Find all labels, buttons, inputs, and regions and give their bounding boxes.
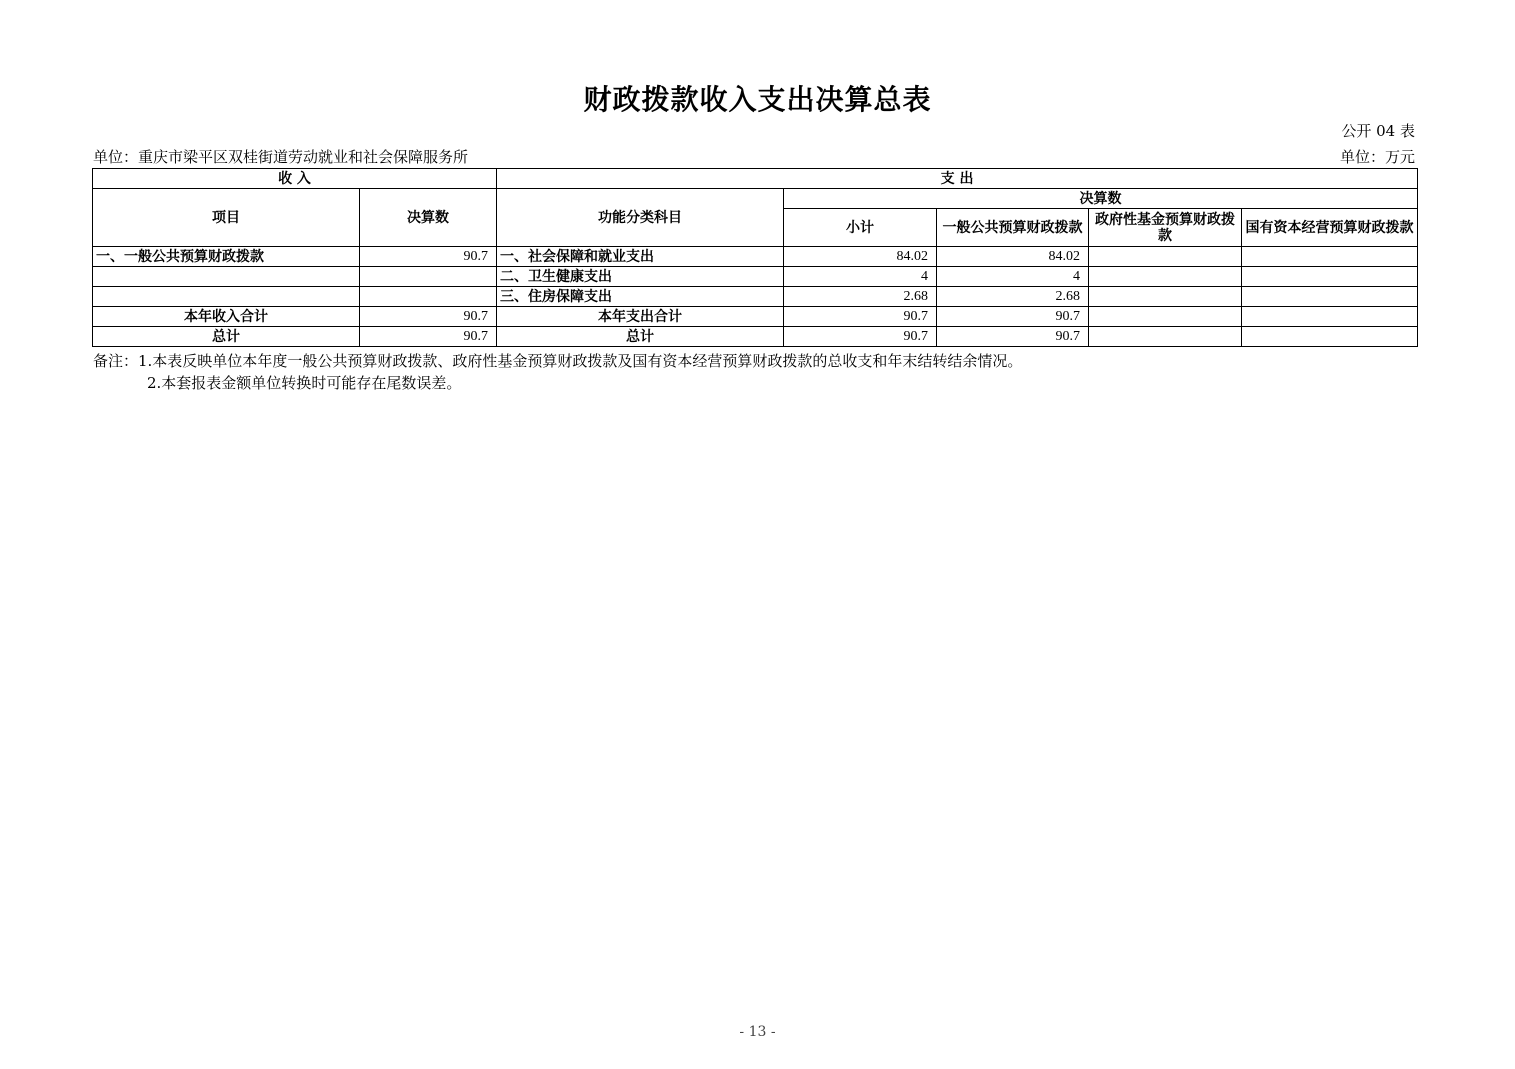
- stateowned-cell: [1242, 267, 1418, 287]
- general-cell: 2.68: [937, 287, 1089, 307]
- form-number: 公开 04 表: [1341, 122, 1415, 140]
- income-item: 一、一般公共预算财政拨款: [93, 247, 360, 267]
- unit-organization: 单位：重庆市梁平区双桂街道劳动就业和社会保障服务所: [93, 148, 469, 166]
- func-class-header: 功能分类科目: [497, 189, 784, 247]
- stateowned-cell: [1242, 247, 1418, 267]
- income-item: 总计: [93, 327, 360, 347]
- govfund-cell: [1089, 287, 1242, 307]
- income-amount: 90.7: [360, 327, 497, 347]
- general-cell: 90.7: [937, 327, 1089, 347]
- govfund-cell: [1089, 307, 1242, 327]
- govfund-cell: [1089, 327, 1242, 347]
- stateowned-cell: [1242, 327, 1418, 347]
- page-title: 财政拨款收入支出决算总表: [583, 83, 932, 116]
- income-amount: 90.7: [360, 247, 497, 267]
- table-row: [93, 307, 1418, 327]
- page-number: - 13 -: [739, 1024, 776, 1040]
- general-cell: 84.02: [937, 247, 1089, 267]
- note-line-2: 2.本套报表金额单位转换时可能存在尾数误差。: [147, 374, 462, 392]
- income-amount: 90.7: [360, 307, 497, 327]
- expense-header: 支 出: [497, 169, 1418, 189]
- func-item: 一、社会保障和就业支出: [497, 247, 784, 267]
- unit-currency: 单位：万元: [1339, 148, 1415, 166]
- subtotal-cell: 4: [784, 267, 937, 287]
- subtotal-cell: 90.7: [784, 327, 937, 347]
- stateowned-cell: [1242, 307, 1418, 327]
- income-item: 本年收入合计: [93, 307, 360, 327]
- func-item: 总计: [497, 327, 784, 347]
- subtotal-cell: 2.68: [784, 287, 937, 307]
- govfund-cell: [1089, 247, 1242, 267]
- income-amount: [360, 267, 497, 287]
- gov-fund-header: 政府性基金预算财政拨款: [1089, 209, 1242, 247]
- govfund-cell: [1089, 267, 1242, 287]
- table-row: [93, 267, 1418, 287]
- func-item: 三、住房保障支出: [497, 287, 784, 307]
- state-owned-header: 国有资本经营预算财政拨款: [1242, 209, 1418, 247]
- income-item: [93, 267, 360, 287]
- income-header: 收 入: [93, 169, 497, 189]
- notes: [93, 350, 1022, 394]
- subtotal-cell: 84.02: [784, 247, 937, 267]
- func-item: 二、卫生健康支出: [497, 267, 784, 287]
- general-cell: 90.7: [937, 307, 1089, 327]
- income-amount: [360, 287, 497, 307]
- table-row: [93, 247, 1418, 267]
- stateowned-cell: [1242, 287, 1418, 307]
- settle-header: 决算数: [784, 189, 1418, 209]
- settlement-table: [92, 168, 1418, 347]
- subtotal-header: 小计: [784, 209, 937, 247]
- item-header: 项目: [93, 189, 360, 247]
- table-row: [93, 327, 1418, 347]
- income-item: [93, 287, 360, 307]
- func-item: 本年支出合计: [497, 307, 784, 327]
- table-row: [93, 287, 1418, 307]
- note-line-1: 备注：1.本表反映单位本年度一般公共预算财政拨款、政府性基金预算财政拨款及国有资本经营预算财政拨款的总收支和年末结转结余情况。: [93, 352, 1023, 370]
- general-budget-header: 一般公共预算财政拨款: [937, 209, 1089, 247]
- amount-header: 决算数: [360, 189, 497, 247]
- subtotal-cell: 90.7: [784, 307, 937, 327]
- general-cell: 4: [937, 267, 1089, 287]
